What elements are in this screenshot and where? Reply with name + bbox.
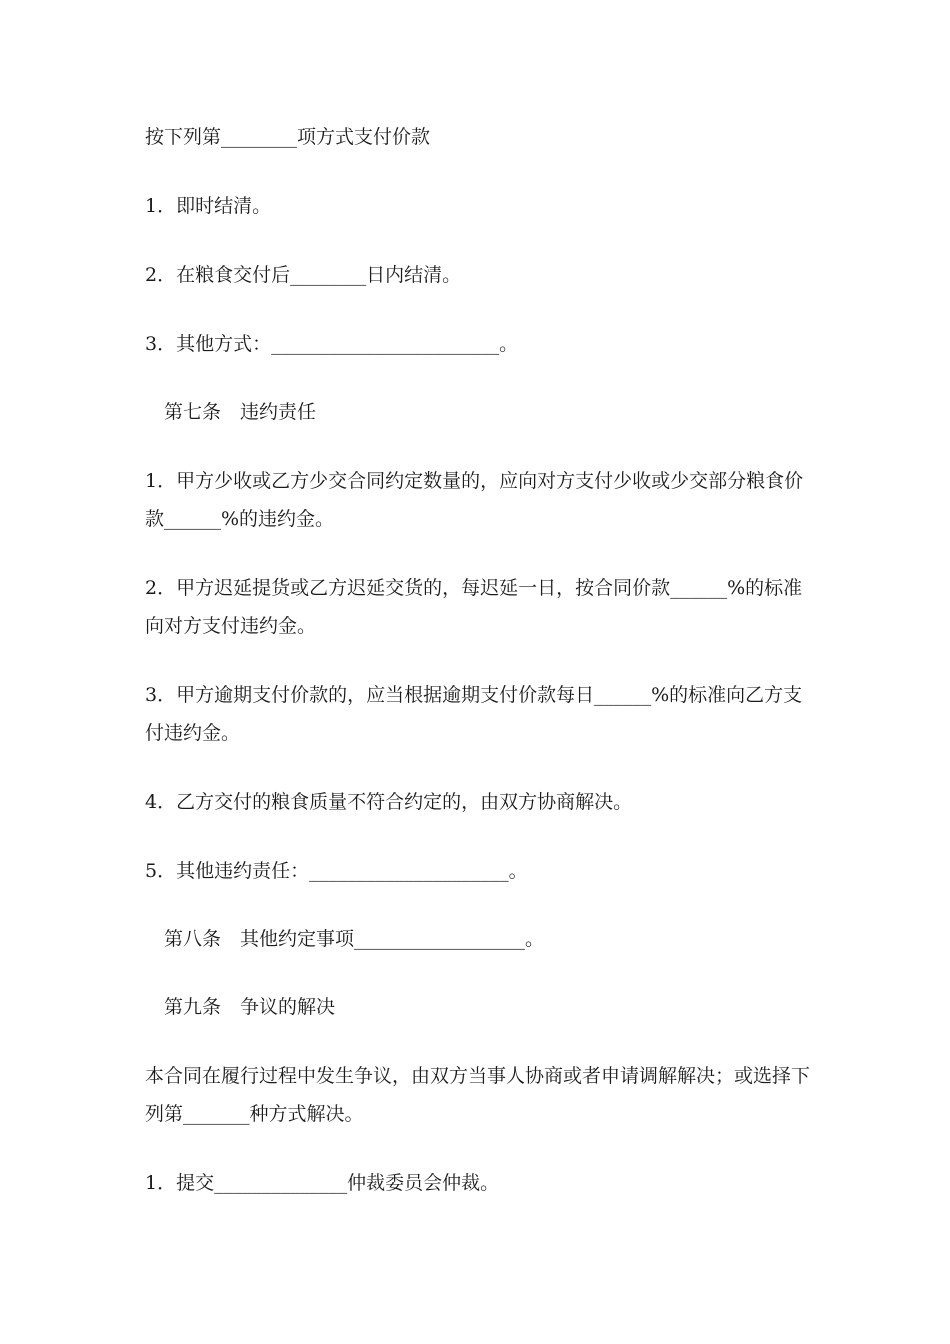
payment-option-1: 1．即时结清。 xyxy=(145,195,272,217)
liability-4: 4．乙方交付的粮食质量不符合约定的，由双方协商解决。 xyxy=(145,791,633,813)
article-9-heading: 第九条 争议的解决 xyxy=(164,996,336,1018)
payment-option-2: 2．在粮食交付后________日内结清。 xyxy=(145,264,462,286)
article-7-heading: 第七条 违约责任 xyxy=(164,401,317,423)
dispute-intro: 本合同在履行过程中发生争议，由双方当事人协商或者申请调解解决；或选择下列第_______种方式解决。 xyxy=(145,1065,811,1125)
liability-5: 5．其他违约责任：_____________________。 xyxy=(145,860,528,882)
payment-method-intro: 按下列第________项方式支付价款 xyxy=(145,126,431,148)
liability-1: 1．甲方少收或乙方少交合同约定数量的，应向对方支付少收或少交部分粮食价款______%的违约金。 xyxy=(145,470,804,530)
article-8-heading: 第八条 其他约定事项__________________。 xyxy=(164,928,545,950)
dispute-option-1: 1．提交______________仲裁委员会仲裁。 xyxy=(145,1172,500,1194)
liability-2: 2．甲方迟延提货或乙方迟延交货的，每迟延一日，按合同价款______%的标准向对方支付违约金。 xyxy=(145,577,803,637)
payment-option-3: 3．其他方式：________________________。 xyxy=(145,333,519,355)
liability-3: 3．甲方逾期支付价款的，应当根据逾期支付价款每日______%的标准向乙方支付违约金。 xyxy=(145,684,803,744)
